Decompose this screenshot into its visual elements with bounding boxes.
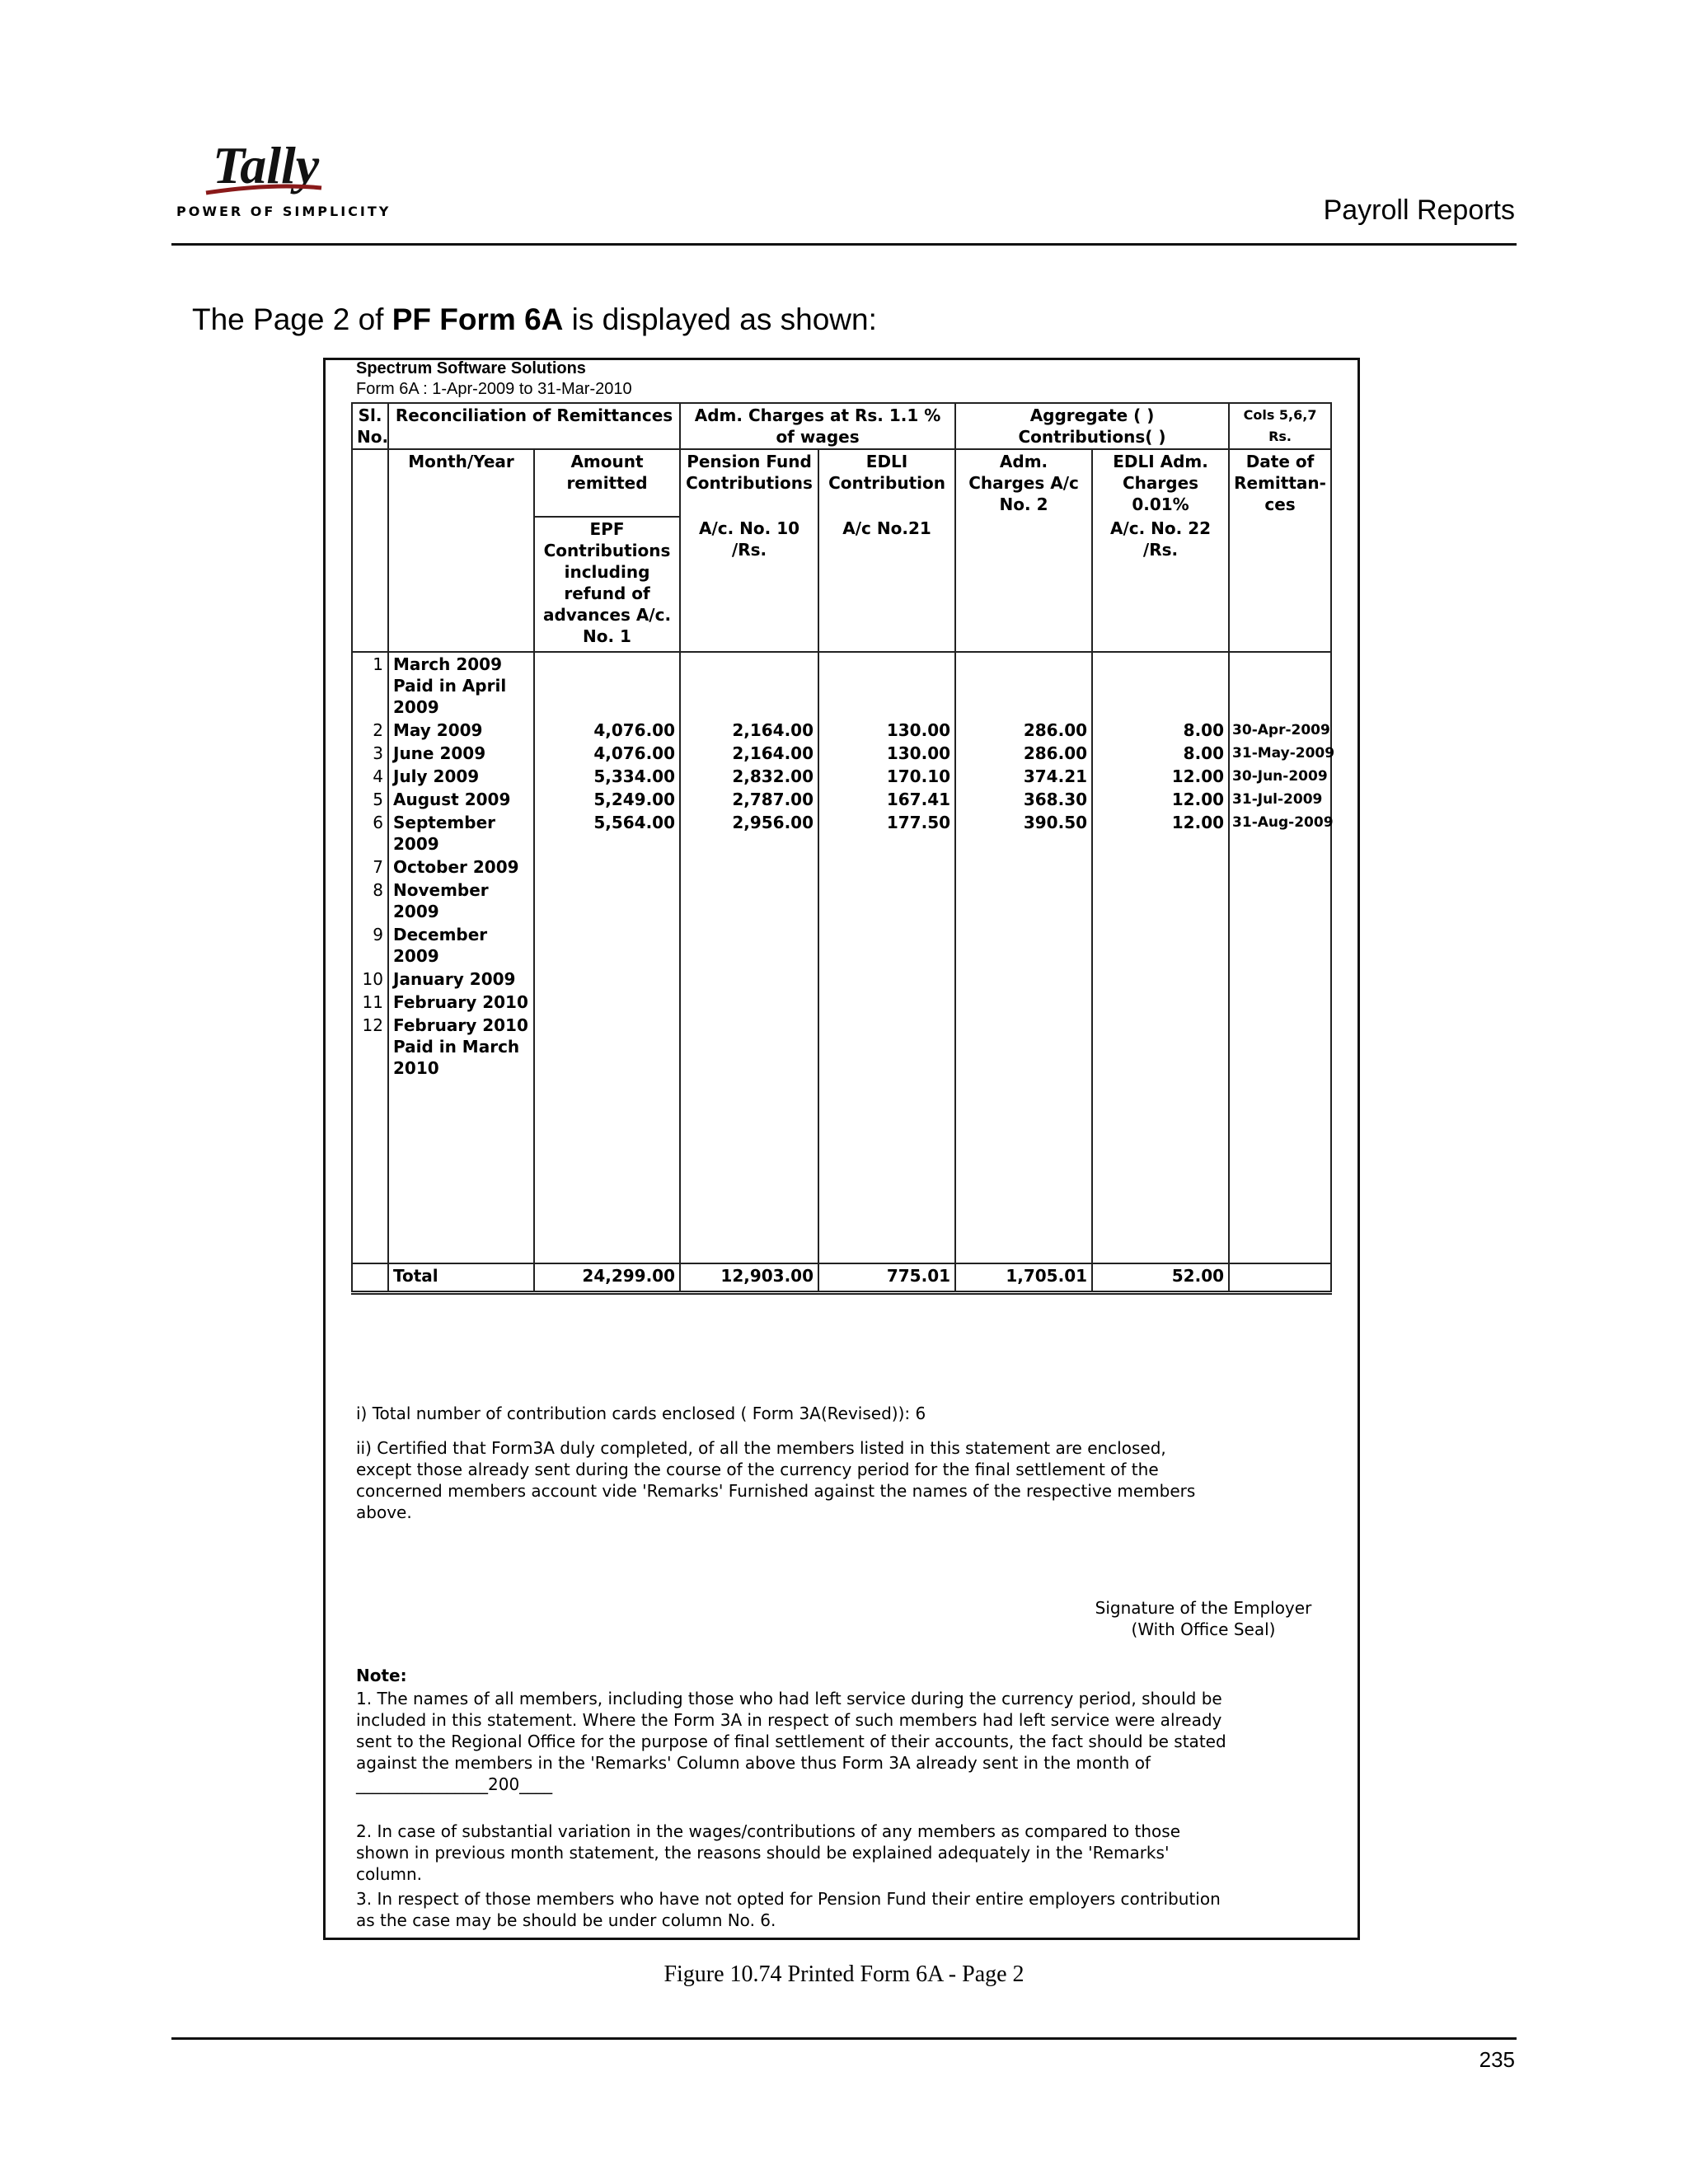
- header-row-3: [352, 517, 1331, 652]
- table-row: [352, 742, 1331, 765]
- header-pension-fund: Pension Fund Contributions: [680, 449, 818, 517]
- cell-edli-adm: 12.00: [1092, 765, 1229, 788]
- cell-date: [1229, 855, 1331, 879]
- cell-sl: 9: [352, 923, 388, 968]
- cell-epf: [534, 991, 680, 1014]
- cell-edli-adm: [1092, 968, 1229, 991]
- header-sl-no: Sl. No.: [352, 403, 388, 449]
- cell-epf: 5,249.00: [534, 788, 680, 811]
- intro-text: [192, 302, 877, 337]
- cell-epf: [534, 652, 680, 719]
- cell-adm: 390.50: [955, 811, 1092, 855]
- note-1-blank: ________________200____: [356, 1774, 553, 1794]
- intro-bold: PF Form 6A: [392, 302, 564, 336]
- statement-i: i) Total number of contribution cards enclosed ( Form 3A(Revised)): 6: [356, 1404, 926, 1423]
- total-label: Total: [388, 1263, 534, 1293]
- cell-pension: [680, 991, 818, 1014]
- signature-line2: (With Office Seal): [1131, 1619, 1276, 1639]
- table-row: [352, 811, 1331, 855]
- cell-month: March 2009 Paid in April 2009: [388, 652, 534, 719]
- cell-epf: 5,564.00: [534, 811, 680, 855]
- cell-month: December 2009: [388, 923, 534, 968]
- cell-pension: [680, 923, 818, 968]
- header-amount-remitted: Amount remitted: [534, 449, 680, 517]
- data-rows: [352, 652, 1335, 1080]
- cell-epf: [534, 968, 680, 991]
- cell-epf: [534, 1014, 680, 1080]
- table-row: [352, 788, 1331, 811]
- company-name: Spectrum Software Solutions: [356, 359, 586, 377]
- table-row: [352, 879, 1331, 923]
- cell-adm: 374.21: [955, 765, 1092, 788]
- cell-month: January 2009: [388, 968, 534, 991]
- cell-sl: 1: [352, 652, 388, 719]
- cell-adm: 286.00: [955, 719, 1092, 742]
- cell-adm: [955, 652, 1092, 719]
- form-period: Form 6A : 1-Apr-2009 to 31-Mar-2010: [356, 380, 632, 398]
- cell-month: September 2009: [388, 811, 534, 855]
- header-divider: [171, 243, 1517, 246]
- spacer-row: [352, 1080, 1331, 1263]
- header-ac21: A/c No.21: [818, 517, 955, 652]
- cell-edli: [818, 879, 955, 923]
- cell-date: 30-Jun-2009: [1229, 765, 1331, 788]
- cell-sl: 10: [352, 968, 388, 991]
- logo-tagline: POWER OF SIMPLICITY: [176, 204, 392, 219]
- cell-sl: 2: [352, 719, 388, 742]
- header-aggregate: Aggregate ( ) Contributions( ): [955, 403, 1229, 449]
- cell-pension: [680, 652, 818, 719]
- cell-month: May 2009: [388, 719, 534, 742]
- cell-sl: 7: [352, 855, 388, 879]
- tally-logo-mark: [173, 134, 371, 208]
- cell-edli: [818, 652, 955, 719]
- header-reconciliation: Reconciliation of Remittances: [388, 403, 680, 449]
- cell-adm: [955, 1014, 1092, 1080]
- cell-pension: [680, 968, 818, 991]
- table-row: [352, 855, 1331, 879]
- cell-pension: [680, 1014, 818, 1080]
- cell-edli-adm: [1092, 855, 1229, 879]
- cell-adm: [955, 879, 1092, 923]
- header-adm-charges: Adm. Charges at Rs. 1.1 % of wages: [680, 403, 955, 449]
- intro-suffix: is displayed as shown:: [563, 302, 877, 336]
- cell-sl: 5: [352, 788, 388, 811]
- cell-month: November 2009: [388, 879, 534, 923]
- intro-prefix: The Page 2 of: [192, 302, 392, 336]
- statement-ii: ii) Certified that Form3A duly completed, of all the members listed in this statement are enclosed, except those already sent during the course of the currency period for the final settlement of the concerned members account vide 'Remarks' Furnished against the names of the respective members above.: [356, 1438, 1196, 1522]
- cell-sl: 12: [352, 1014, 388, 1080]
- cell-pension: 2,787.00: [680, 788, 818, 811]
- cell-sl: 6: [352, 811, 388, 855]
- cell-edli: 130.00: [818, 719, 955, 742]
- header-month-year: Month/Year: [388, 449, 534, 517]
- total-pension: 12,903.00: [680, 1263, 818, 1293]
- cell-adm: 286.00: [955, 742, 1092, 765]
- cell-month: October 2009: [388, 855, 534, 879]
- header-edli-adm: EDLI Adm. Charges 0.01%: [1092, 449, 1229, 517]
- cell-date: [1229, 1014, 1331, 1080]
- cell-month: July 2009: [388, 765, 534, 788]
- cell-date: [1229, 923, 1331, 968]
- cell-date: [1229, 879, 1331, 923]
- cell-edli: [818, 855, 955, 879]
- header-row-1: [352, 403, 1331, 449]
- notes-heading: Note:: [356, 1666, 407, 1685]
- cell-adm: [955, 923, 1092, 968]
- cell-date: [1229, 968, 1331, 991]
- cell-epf: 5,334.00: [534, 765, 680, 788]
- cell-epf: [534, 879, 680, 923]
- cell-edli-adm: [1092, 652, 1229, 719]
- cell-sl: 4: [352, 765, 388, 788]
- cell-edli-adm: 8.00: [1092, 719, 1229, 742]
- cell-adm: [955, 855, 1092, 879]
- cell-sl: 11: [352, 991, 388, 1014]
- pf-form-6a-table: [351, 402, 1335, 1295]
- cell-edli: 130.00: [818, 742, 955, 765]
- cell-month: August 2009: [388, 788, 534, 811]
- note-2: 2. In case of substantial variation in the wages/contributions of any members as compared to those shown in previous month statement, the reasons should be explained adequately in the 'Remarks' column.: [356, 1821, 1180, 1884]
- cell-adm: [955, 968, 1092, 991]
- table-row: [352, 719, 1331, 742]
- cell-epf: 4,076.00: [534, 719, 680, 742]
- cell-pension: 2,956.00: [680, 811, 818, 855]
- cell-epf: [534, 923, 680, 968]
- cell-pension: [680, 879, 818, 923]
- cell-edli-adm: [1092, 1014, 1229, 1080]
- cell-edli-adm: [1092, 879, 1229, 923]
- cell-adm: 368.30: [955, 788, 1092, 811]
- header-row-2: [352, 449, 1331, 517]
- header-epf: EPF Contributions including refund of advances A/c. No. 1: [534, 517, 680, 652]
- cell-edli-adm: [1092, 923, 1229, 968]
- cell-edli: [818, 991, 955, 1014]
- table-row: [352, 991, 1331, 1014]
- cell-sl: 3: [352, 742, 388, 765]
- total-edli-adm: 52.00: [1092, 1263, 1229, 1293]
- cell-date: 30-Apr-2009: [1229, 719, 1331, 742]
- table-row: [352, 652, 1331, 719]
- signature-line1: Signature of the Employer: [1095, 1598, 1312, 1618]
- cell-sl: 8: [352, 879, 388, 923]
- cell-date: 31-May-2009: [1229, 742, 1331, 765]
- figure-caption: Figure 10.74 Printed Form 6A - Page 2: [663, 1961, 1025, 1987]
- total-row: [352, 1263, 1331, 1293]
- header-date-remittances: Date of Remittan-ces: [1229, 449, 1331, 517]
- cell-edli: [818, 968, 955, 991]
- cell-edli: 170.10: [818, 765, 955, 788]
- cell-month: February 2010: [388, 991, 534, 1014]
- total-edli: 775.01: [818, 1263, 955, 1293]
- cell-pension: 2,164.00: [680, 719, 818, 742]
- table-row: [352, 923, 1331, 968]
- table-row: [352, 1014, 1331, 1080]
- cell-edli: [818, 1014, 955, 1080]
- cell-month: February 2010 Paid in March 2010: [388, 1014, 534, 1080]
- cell-edli: [818, 923, 955, 968]
- note-3: 3. In respect of those members who have not opted for Pension Fund their entire employers contribution as the case may be should be under column No. 6.: [356, 1889, 1221, 1930]
- table-row: [352, 968, 1331, 991]
- cell-pension: [680, 855, 818, 879]
- svg-text:Tally: Tally: [213, 136, 320, 194]
- cell-epf: [534, 855, 680, 879]
- header-ac10: A/c. No. 10 /Rs.: [680, 517, 818, 652]
- total-epf: 24,299.00: [534, 1263, 680, 1293]
- signature-block: [1071, 1597, 1335, 1640]
- cell-date: [1229, 652, 1331, 719]
- header-adm-charges-ac: Adm. Charges A/c No. 2: [955, 449, 1092, 517]
- page-number: 235: [1479, 2047, 1515, 2072]
- cell-edli-adm: [1092, 991, 1229, 1014]
- cell-edli-adm: 12.00: [1092, 788, 1229, 811]
- note-1: [356, 1688, 1230, 1795]
- header-cols: Cols 5,6,7 Rs.: [1229, 403, 1331, 449]
- cell-edli-adm: 8.00: [1092, 742, 1229, 765]
- header-edli: EDLI Contribution: [818, 449, 955, 517]
- cell-month: June 2009: [388, 742, 534, 765]
- footer-divider: [171, 2037, 1517, 2040]
- note-1-text: 1. The names of all members, including those who had left service during the currency period, should be included in this statement. Where the Form 3A in respect of such members had left service were already sent to the Regional Office for the purpose of final settlement of their accounts, the fact should be stated against the members in the 'Remarks' Column above thus Form 3A already sent in the month of: [356, 1689, 1226, 1773]
- header-ac22: A/c. No. 22 /Rs.: [1092, 517, 1229, 652]
- cell-date: 31-Jul-2009: [1229, 788, 1331, 811]
- cell-edli: 167.41: [818, 788, 955, 811]
- cell-date: 31-Aug-2009: [1229, 811, 1331, 855]
- total-adm: 1,705.01: [955, 1263, 1092, 1293]
- table-row: [352, 765, 1331, 788]
- cell-edli-adm: 12.00: [1092, 811, 1229, 855]
- cell-edli: 177.50: [818, 811, 955, 855]
- cell-pension: 2,832.00: [680, 765, 818, 788]
- section-title: Payroll Reports: [1323, 194, 1515, 226]
- cell-pension: 2,164.00: [680, 742, 818, 765]
- cell-epf: 4,076.00: [534, 742, 680, 765]
- cell-adm: [955, 991, 1092, 1014]
- cell-date: [1229, 991, 1331, 1014]
